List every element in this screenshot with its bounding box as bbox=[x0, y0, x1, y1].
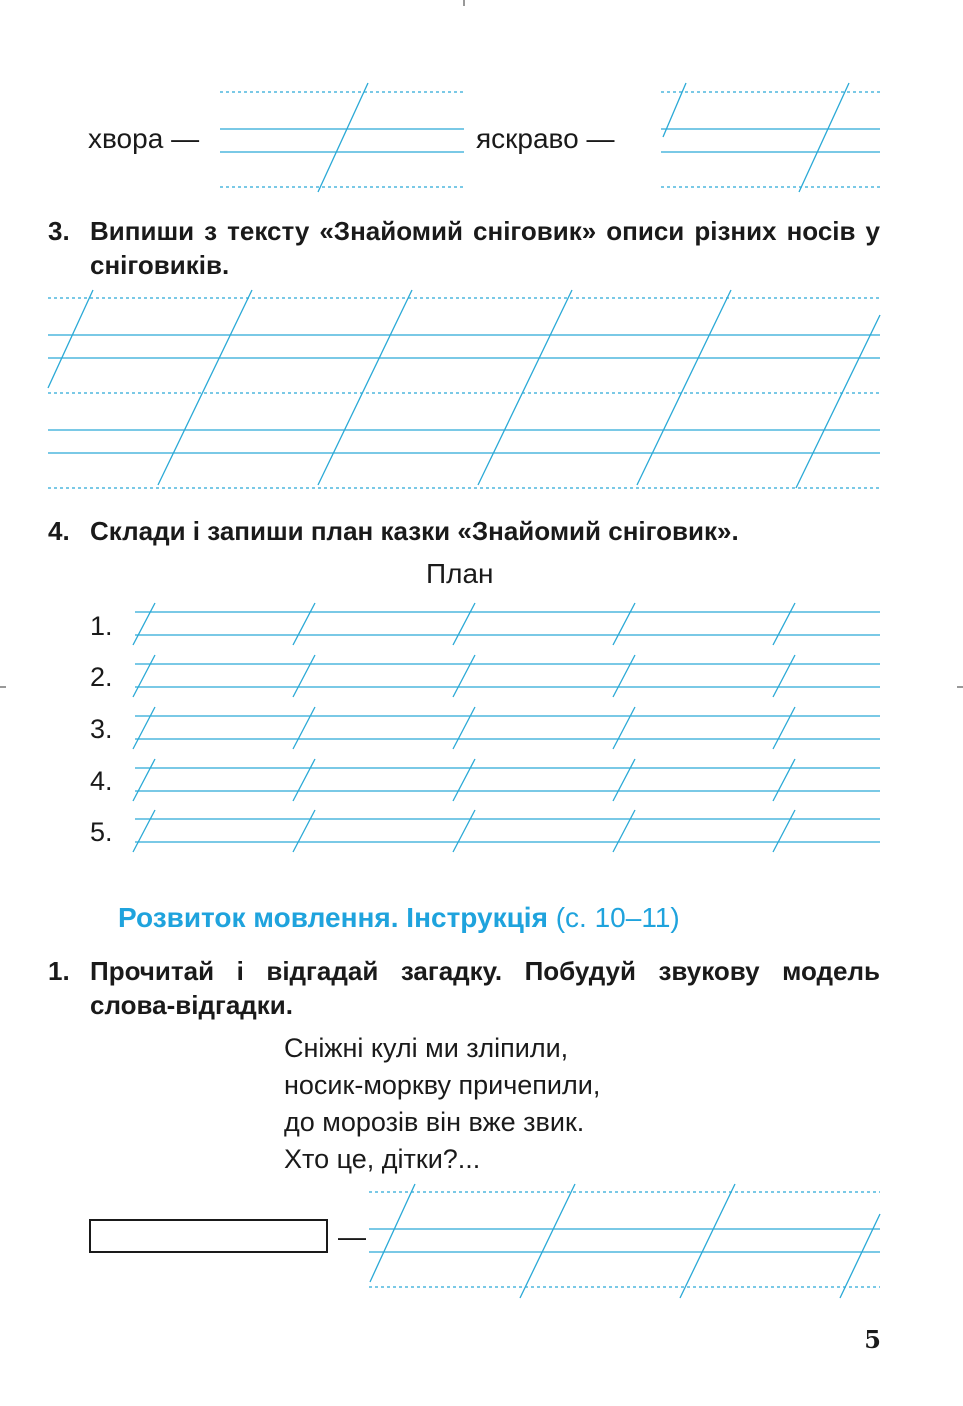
task-text: Випиши з тексту «Знайомий сніговик» описи різних носів у сніговиків. bbox=[90, 216, 880, 280]
section-pages: (с. 10–11) bbox=[555, 902, 680, 933]
writing-block-task3[interactable] bbox=[48, 290, 880, 488]
plan-number-4: 4. bbox=[90, 766, 113, 796]
writing-block-answer[interactable] bbox=[369, 1184, 880, 1298]
plan-title: План bbox=[426, 558, 494, 589]
riddle-line: носик-моркву причепили, bbox=[284, 1070, 601, 1100]
writing-block-khvora[interactable] bbox=[220, 83, 464, 192]
riddle-line: до морозів він вже звик. bbox=[284, 1107, 585, 1137]
section-title-text: Розвиток мовлення. Інструкція bbox=[118, 902, 548, 933]
task-text: Прочитай і відгадай загадку. Побудуй звукову модель слова-відгадки. bbox=[90, 956, 880, 1020]
word-text: хвора bbox=[88, 123, 164, 154]
plan-number-5: 5. bbox=[90, 817, 113, 847]
dash: — bbox=[171, 123, 200, 154]
page-marks bbox=[0, 0, 963, 687]
word-text: яскраво bbox=[476, 123, 579, 154]
plan-number-2: 2. bbox=[90, 662, 113, 692]
dash: — bbox=[586, 123, 615, 154]
answer-dash: — bbox=[338, 1221, 366, 1252]
plan-number-3: 3. bbox=[90, 714, 113, 744]
task-text: Склади і запиши план казки «Знайомий сніговик». bbox=[90, 516, 739, 546]
riddle-line: Сніжні кулі ми зліпили, bbox=[284, 1033, 569, 1063]
plan-number-1: 1. bbox=[90, 611, 113, 641]
writing-block-yaskravo[interactable] bbox=[661, 83, 880, 192]
task-number: 1. bbox=[48, 956, 70, 986]
task-number: 3. bbox=[48, 216, 70, 246]
riddle-line: Хто це, дітки?... bbox=[284, 1144, 481, 1174]
plan-slants bbox=[133, 603, 795, 852]
task-number: 4. bbox=[48, 516, 70, 546]
writing-block-plan[interactable] bbox=[133, 603, 880, 852]
page-number: 5 bbox=[864, 1325, 881, 1354]
